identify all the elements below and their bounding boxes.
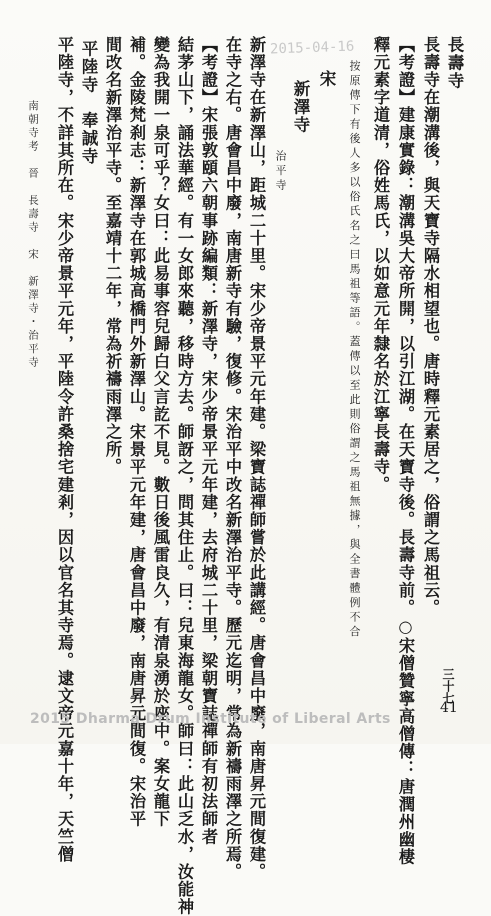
column-8-subtitle: 治平寺	[274, 150, 287, 194]
page-number: 41	[440, 700, 458, 716]
column-15: 間改名新澤治平寺。至嘉靖十二年，常為祈禱雨澤之所。	[103, 36, 122, 476]
column-2: 長壽寺在潮溝後，與天寶寺隔水相望也。唐時釋元素居之，俗謂之馬祖云。	[421, 36, 440, 617]
watermark: 2015 Dharma Drum Institute of Liberal Arts	[30, 711, 391, 727]
column-1: 長壽寺	[445, 36, 464, 90]
page-mark: 三十七	[441, 668, 455, 704]
column-13: 變為我開一泉可乎？女曰：此易事容兒歸白父言訖不見。數日後風雷良久，有清泉湧於座中。案女龍下	[151, 36, 170, 828]
column-16-heading: 平陸寺 奉誠寺	[79, 40, 98, 166]
column-11: 【考證】宋張敦頤六朝事跡編類：新澤寺，宋少帝景平元年建，去府城二十里，梁朝寶誌禪師有初法師者	[199, 36, 218, 846]
date-stamp: 2015-04-16	[269, 38, 355, 58]
running-header: 南朝寺考 晉 長壽寺 宋 新澤寺・治平寺	[27, 100, 39, 370]
column-5-note: 按原傳下有後人多以俗氏名之曰馬祖等語。蓋傳以至此則俗謂之馬祖無據，與全書體例不合	[348, 60, 361, 640]
column-9: 新澤寺在新澤山，距城二十里。宋少帝景平元年建。梁寶誌禪師嘗於此講經。唐會昌中廢，南唐昇元間復建。	[247, 36, 266, 881]
column-3: 【考證】建康實錄：潮溝吳大帝所開，以引江湖。在天寶寺後。長壽寺前。○宋僧贊寧高僧傳：唐潤州幽棲	[396, 36, 415, 866]
column-12: 結茅山下，誦法華經。有一女郎來聽，移時方去。師訝之，問其住止。曰：兒東海龍女。師曰：此山乏水，汝能神	[175, 36, 194, 916]
column-14: 補。金陵梵刹志：新澤寺在郭城高橋門外新澤山。宋景平元年建，唐會昌中廢，南唐昇元間復。宋治平	[127, 36, 146, 828]
column-4: 釋元素字道清，俗姓馬氏，以如意元年隸名於江寧長壽寺。	[371, 36, 390, 494]
column-6-dynasty: 宋	[317, 70, 336, 88]
column-7-temple-title: 新澤寺	[291, 80, 310, 134]
column-17: 平陸寺，不詳其所在。宋少帝景平元年，平陸令許桑捨宅建剎，因以官名其寺焉。逮文帝元嘉十年，天竺僧	[55, 36, 74, 864]
column-10: 在寺之右。唐會昌中廢，南唐新寺有驗，復修。宋治平中改名新澤治平寺。歷元迄明，常為新禱雨澤之所焉。	[223, 36, 242, 881]
